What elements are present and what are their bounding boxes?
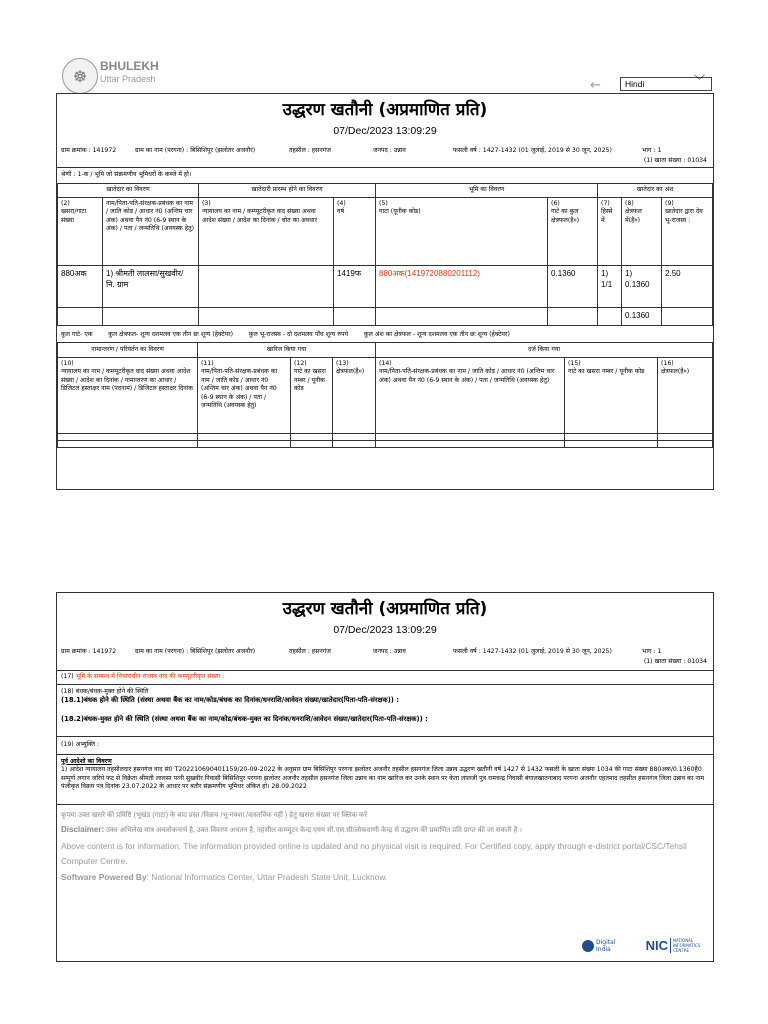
powered-by-label: Software Powered By (61, 872, 147, 882)
total-row (58, 308, 713, 326)
group-header-removed: खारिज किया गया (198, 343, 376, 358)
disclaimer (61, 824, 709, 836)
group-header-land: भूमि का विवरण (376, 184, 598, 198)
meta-row (57, 145, 713, 167)
brand-name: BHULEKH (100, 59, 159, 73)
click-note: कृपया उक्त खसरे की प्रविष्टि (भूखंड (गाटा) के बाद प्रस्त /विक्रय /भू-नक्शा /वास्तविक नहीं ) हेतु खसरा संख्या पर क्लिक करें (61, 812, 368, 819)
up-emblem-icon: ☸ (62, 58, 98, 94)
village-name-2: ग्राम का नाम (परगना) : बिसिशिपुर (झलोतर अजनौर) (135, 648, 256, 655)
col-header-13: (13) क्षेत्रफल(है०) (333, 358, 376, 434)
row-18-heading: (18) बंधक/बंधक-मुक्त होने की स्थिति (61, 688, 149, 695)
row-18-2: (18.2)बंधक-मुक्त होने की स्थिति (संस्था अथवा बैंक का नाम/कोड/बंधक-मुक्त का दिनांक/धनराशि/आवेदन संख्या/खातेदार(पिता-पति-संरक्षक)) : (61, 714, 428, 723)
group-header-entered: दर्ज किया गया (376, 343, 713, 358)
document-title-2: उद्धरण खतौनी (अप्रमाणित प्रति) (282, 599, 488, 619)
digital-india-icon (582, 940, 594, 952)
row-18-1: (18.1)बंधक होने की स्थिति (संस्था अथवा बैंक का नाम/कोड/बंधक का दिनांक/धनराशि/आवेदन संख्या/खातेदार(पिता-पति-संरक्षक)) : (61, 696, 400, 705)
total-area: 0.1360 (548, 266, 598, 308)
holding-table (57, 183, 713, 326)
row-17 (57, 670, 713, 684)
previous-orders (57, 754, 713, 804)
col-header-4: (4) वर्ष (334, 198, 376, 266)
col-header-11: (11) नाम/पिता-पति-संरक्षक-प्रबंधक का नाम / जाति कोड / आधार नं0 (अन्तिम चार अंक) अथवा पैन नं0 (6-9 स्थान के अंक) / पता / जन्मतिथि (अवयस्क हेतु) (198, 358, 291, 434)
holder-name (103, 266, 199, 308)
document-datetime-2: 07/Dec/2023 13:09:29 (333, 624, 437, 636)
language-value: Hindi (625, 79, 645, 89)
mutation-table (57, 342, 713, 448)
disclaimer-hindi: उक्त अभिलेख मात्र अवलोकनार्थ है, उक्त विवरण अधतन है, तहसील कम्प्यूटर केन्द्र एवम सी.एस.सी/लोकवाणी केन्द्र से उद्धरण की प्रमाणित प्रति प्राप्त की जा सकती है । (106, 827, 522, 834)
summary-line: कुल गाटे- एक कुल क्षेत्रफल- शून्य दशमलव एक तीन छः शून्य (हेक्टेयर) कुल भू-राजस्व - दो दशमलव पाँच शून्य रुपये कुल अंश का क्षेत्रफल - शून्य दशमलव एक तीन छः शून्य (हेक्टेयर) (61, 331, 510, 338)
area-value: 0.1360 (625, 280, 650, 289)
previous-orders-heading: पूर्व आदेशो का विवरण (61, 758, 112, 765)
col-header-7: (7) हिस्से में (598, 198, 622, 266)
revenue: 2.50 (662, 266, 713, 308)
document-datetime: 07/Dec/2023 13:09:29 (333, 125, 437, 137)
fasli-year: फसली वर्ष : 1427-1432 (01 जुलाई, 2019 से 30 जून, 2025) (453, 147, 612, 154)
share-cell (598, 266, 622, 308)
disclaimer-english: Above content is for information. The information provided online is updated and no physical visit is required. For Certified copy, apply through e-district portal/CSC/Tehsil Computer Centre. (61, 841, 687, 866)
col-header-6: (6) गाटे का कुल क्षेत्रफल(है०) (548, 198, 598, 266)
chevron-down-icon: ﹀ (694, 75, 705, 87)
tehsil-2: तहसील : हसनगंज (289, 648, 331, 655)
gata-number: 880अक (58, 266, 103, 308)
fasli-year-2: फसली वर्ष : 1427-1432 (01 जुलाई, 2019 से 30 जून, 2025) (453, 648, 612, 655)
category-line: श्रेणी : 1-क / भूमि जो संक्रमणीय भूमिधरों के कब्जे में हो। (57, 167, 713, 183)
area-total: 0.1360 (622, 308, 662, 326)
col-header-14: (14) नाम/पिता-पति-संरक्षक-प्रबंधक का नाम / जाति कोड / आधार नं0 (अन्तिम चार अंक) अथवा पैन नं0 (6-9 स्थान के अंक) / पता / जन्मतिथि (अवयस्क हेतु) (376, 358, 565, 434)
digital-india-logo (582, 939, 618, 953)
previous-orders-text: 1) आदेश न्यायालय तहसीलदार हसनगंज वाद सं0 T202210690401159/20-09-2022 के अनुसार ग्राम बिसिशिपुर परगना झलोतर अजनौर तहसील हसनगंज जिला उन्नाव उद्धरण खतौनी वर्ष 1427 से 1432 फसली के खाता संख्या 1034 की गाटा संख्या 880अक/0.1360है0 सम्पूर्ण लगान जरिये फट से विक्रेता श्रीमती लालसा पत्नी सुखवीर निवासी बिसिशिपुर परगना झलोतर अजनौर तहसील हसनगंज जिला उन्नाव का नाम खारिज कर उनके स्थान पर केता लालजी पुत्र रामचन्द्र निवासी बंगालखातनाबाद परगना अजनौर एहतमाद तहसील हसनगंज जिला उन्नाव का नाम पंजीकृत विक्रय पत्र दिनांक 23.07.2022 के आधार पर बतौर संक्रमणीय भूमिधर अंकित हो। 28.09.2022 (61, 766, 705, 791)
col-header-8: (8) क्षेत्रफल में(है०) (622, 198, 662, 266)
nic-text: NIC (645, 938, 668, 953)
col-header-3: (3) न्यायालय का नाम / कम्प्यूटरीकृत वाद संख्या अथवा आदेश संख्या / आदेश का दिनांक / चोत का अवधार (199, 198, 334, 266)
khata-number-2: (1) खाता संख्या : 01034 (643, 658, 707, 665)
row-19: (19) अभ्युक्ति : (57, 736, 713, 754)
row-17-number: (17) (61, 673, 74, 680)
district-2: जनपद : उन्नाव (373, 648, 406, 655)
area-cell (622, 266, 662, 308)
nic-logo (646, 938, 705, 953)
nic-subtitle: NATIONAL INFORMATICS CENTRE (670, 938, 705, 953)
district: जनपद : उन्नाव (373, 147, 406, 154)
group-header-mutation: नामान्तरण / परिवर्तन का विवरण (58, 343, 198, 358)
footer-notes (57, 804, 713, 885)
village-number: ग्राम क्रमांक : 141972 (61, 147, 117, 154)
back-arrow-icon[interactable]: ← (590, 78, 601, 93)
holder-address-line: नि. ग्राम (106, 280, 129, 289)
col-header-5: (5) गाटा (यूनीक कोड) (376, 198, 548, 266)
brand-subtitle: Uttar Pradesh (100, 74, 156, 84)
khata-number: (1) खाता संख्या : 01034 (643, 157, 707, 164)
meta-row-2 (57, 646, 713, 670)
tehsil: तहसील : हसनगंज (289, 147, 331, 154)
document-title: उद्धरण खतौनी (अप्रमाणित प्रति) (282, 100, 488, 120)
village-number-2: ग्राम क्रमांक : 141972 (61, 648, 117, 655)
disclaimer-label: Disclaimer: (61, 825, 105, 834)
powered-by (61, 870, 709, 885)
col-header-15: (15) गाटे का खसरा नम्बर / यूनीक कोड (565, 358, 658, 434)
digital-india-text: Digital India (596, 939, 616, 953)
group-header-holder: खातेदार का विवरण (58, 184, 199, 198)
language-select[interactable] (620, 77, 712, 91)
col-header-name: नाम/पिता-पति-संरक्षक-प्रबंधक का नाम / जाति कोड / आधार नं0 (अन्तिम चार अंक) अथवा पैन नं0 (6-9 स्थान के अंक) / पता / जन्मतिथि (अवयस्क हेतु) (103, 198, 199, 266)
khatauni-sheet-1 (56, 93, 714, 490)
gata-unique-code-link[interactable]: 880अक(1419720880201112) (376, 266, 548, 308)
col-header-12: (12) गाटे का खसरा नम्बर / यूनीक कोड (291, 358, 333, 434)
powered-by-text: : National Informatics Center, Uttar Pradesh State Unit, Lucknow. (146, 872, 388, 882)
col-header-10: (10) न्यायालय का नाम / कम्प्यूटरीकृत वाद संख्या अथवा आदेश संख्या / आदेश का दिनांक / नामान्तरण का आधार / डिजिटल हस्ताक्षर नाम (पदनाम) / डिजिटल हस्ताक्षर दिनांक (58, 358, 198, 434)
table-row (58, 266, 713, 308)
area-index: 1) (625, 269, 633, 278)
group-header-start: खातेदारी प्रारम्भ होने का विवरण (199, 184, 376, 198)
holder-name-line: 1) श्रीमती लालसा/सुखवीर/ (106, 269, 184, 278)
part: भाग : 1 (642, 147, 662, 154)
col-header-16: (16) क्षेत्रफल(है०) (658, 358, 713, 434)
col-header-2: (2) खसरा/गाटा संख्या (58, 198, 103, 266)
share-fraction: 1/1 (601, 280, 613, 289)
group-header-share: खातेदार का अंश (598, 184, 713, 198)
order-cell (199, 266, 334, 308)
part-2: भाग : 1 (642, 648, 662, 655)
year-cell: 1419फ (334, 266, 376, 308)
row-17-text: भूमि के सम्बन्ध में विचाराधीन राजस्व वाद की कम्प्यूटरीकृत संख्या : (75, 673, 225, 680)
share-index: 1) (601, 269, 609, 278)
village-name: ग्राम का नाम (परगना) : बिसिशिपुर (झलोतर अजनौर) (135, 147, 256, 154)
row-18 (57, 684, 713, 736)
khatauni-sheet-2 (56, 592, 714, 962)
col-header-9: (9) खातेदार द्वारा देय भू-राजस्व : (662, 198, 713, 266)
